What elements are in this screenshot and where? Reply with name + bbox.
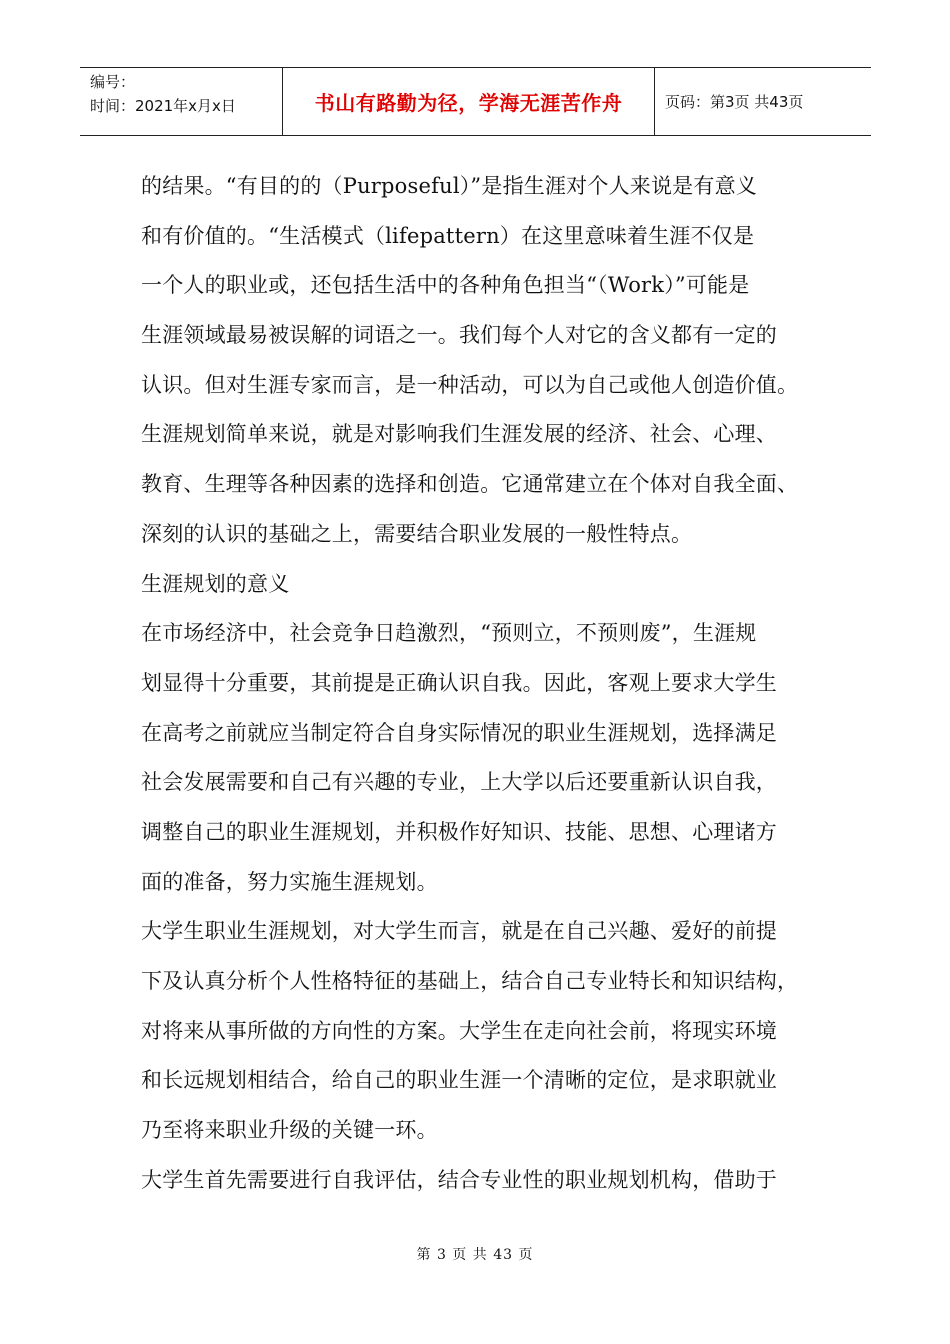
header-meta-cell — [80, 68, 283, 135]
date-line: 时间：2021年x月x日 — [90, 97, 236, 115]
page-header-table — [80, 67, 871, 136]
serial-number-label: 编号： — [90, 73, 136, 91]
body-line: 大学生首先需要进行自我评估，结合专业性的职业规划机构，借助于 — [141, 1167, 777, 1192]
body-line: 和长远规划相结合，给自己的职业生涯一个清晰的定位，是求职就业 — [141, 1068, 777, 1093]
body-line: 大学生职业生涯规划，对大学生而言，就是在自己兴趣、爱好的前提 — [141, 919, 777, 944]
body-line: 对将来从事所做的方向性的方案。大学生在走向社会前，将现实环境 — [141, 1018, 777, 1043]
header-page-info: 页码：第3页 共43页 — [665, 93, 804, 111]
body-line: 划显得十分重要，其前提是正确认识自我。因此，客观上要求大学生 — [141, 670, 777, 695]
body-line: 生涯领域最易被误解的词语之一。我们每个人对它的含义都有一定的 — [141, 323, 777, 348]
page-footer: 第 3 页 共 43 页 — [416, 1247, 534, 1263]
body-line: 社会发展需要和自己有兴趣的专业，上大学以后还要重新认识自我， — [141, 770, 777, 795]
header-motto-cell — [283, 68, 655, 135]
header-page-cell — [655, 68, 871, 135]
body-line: 一个人的职业或，还包括生活中的各种角色担当“（Work）”可能是 — [141, 273, 750, 298]
body-line: 生涯规划简单来说，就是对影响我们生涯发展的经济、社会、心理、 — [141, 422, 777, 447]
body-line: 在市场经济中，社会竞争日趋激烈，“预则立，不预则废”，生涯规 — [141, 621, 757, 646]
document-body — [141, 166, 831, 1209]
motto-text: 书山有路勤为径，学海无涯苦作舟 — [314, 91, 623, 115]
body-line: 乃至将来职业升级的关键一环。 — [141, 1118, 438, 1143]
body-line: 面的准备，努力实施生涯规划。 — [141, 869, 438, 894]
body-line: 下及认真分析个人性格特征的基础上，结合自己专业特长和知识结构， — [141, 969, 799, 993]
body-line: 和有价值的。“生活模式（lifepattern）在这里意味着生涯不仅是 — [141, 223, 755, 248]
body-line: 在高考之前就应当制定符合自身实际情况的职业生涯规划，选择满足 — [141, 720, 777, 745]
body-line: 的结果。“有目的的（Purposeful）”是指生涯对个人来说是有意义 — [141, 174, 757, 198]
body-line: 调整自己的职业生涯规划，并积极作好知识、技能、思想、心理诸方 — [141, 819, 777, 844]
body-line: 深刻的认识的基础之上，需要结合职业发展的一般性特点。 — [141, 521, 693, 546]
body-line: 教育、生理等各种因素的选择和创造。它通常建立在个体对自我全面、 — [141, 472, 799, 497]
body-line: 认识。但对生涯专家而言，是一种活动，可以为自己或他人创造价值。 — [141, 372, 799, 397]
section-heading: 生涯规划的意义 — [141, 571, 290, 596]
